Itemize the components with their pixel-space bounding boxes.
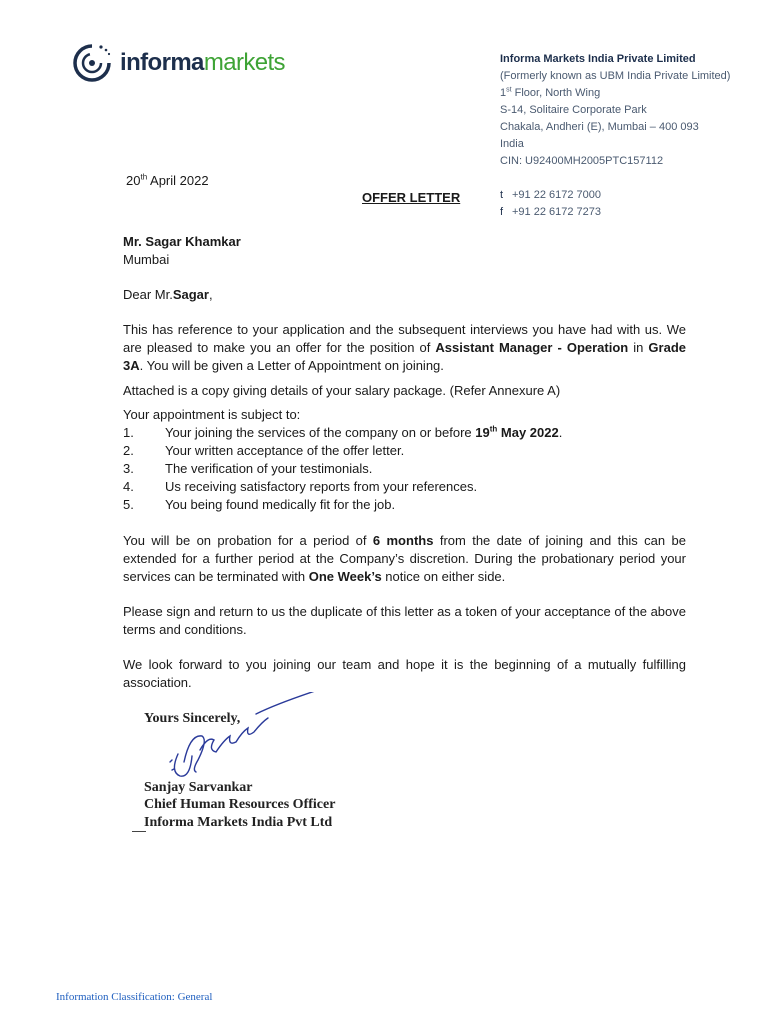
- paragraph-probation: You will be on probation for a period of 6 months from the date of joining and this can be extended for a further period at the Company’s discretion. During the probationary period your services can be terminated with One Week’s notice on either side.: [123, 533, 686, 584]
- handwritten-signature: [160, 692, 330, 792]
- list-item: 4. Us receiving satisfactory reports from your references.: [123, 479, 478, 494]
- company-address: [500, 51, 730, 170]
- recipient-name: Mr. Sagar Khamkar: [123, 234, 241, 249]
- address-street: S-14, Solitaire Corporate Park: [500, 104, 647, 116]
- signatory-organization: Informa Markets India Pvt Ltd: [144, 815, 333, 830]
- paragraph-salary: Attached is a copy giving details of your salary package. (Refer Annexure A): [123, 383, 561, 398]
- company-cin: CIN: U92400MH2005PTC157112: [500, 155, 664, 167]
- fax: f +91 22 6172 7273: [500, 206, 602, 218]
- list-item: 1. Your joining the services of the company on or before 19th May 2022.: [123, 424, 563, 440]
- signature-rule: [132, 831, 146, 832]
- classification-footer: Information Classification: General: [56, 991, 213, 1003]
- paragraph-acceptance: Please sign and return to us the duplicate of this letter as a token of your acceptance of the above terms and conditions.: [123, 604, 686, 637]
- company-name: Informa Markets India Private Limited: [500, 53, 696, 65]
- formerly-known-as: (Formerly known as UBM India Private Limited): [500, 70, 731, 82]
- list-item: 5. You being found medically fit for the job.: [123, 497, 396, 512]
- salutation: Dear Mr.Sagar,: [123, 287, 213, 302]
- signatory-title: Chief Human Resources Officer: [144, 797, 336, 812]
- letter-date: 20th April 2022: [126, 172, 209, 188]
- contact-block: [500, 187, 601, 221]
- conditions-intro: Your appointment is subject to:: [123, 407, 301, 422]
- logo-wordmark: [120, 49, 285, 77]
- address-country: India: [500, 138, 524, 150]
- conditions-list: [123, 424, 562, 514]
- signatory-name: Sanjay Sarvankar: [144, 780, 253, 795]
- list-item: 3. The verification of your testimonials.: [123, 461, 373, 476]
- recipient-city: Mumbai: [123, 252, 170, 267]
- logo-markets-text: markets: [203, 49, 285, 76]
- address-floor: 1st Floor, North Wing: [500, 86, 601, 99]
- letter-title: OFFER LETTER: [362, 190, 461, 205]
- company-logo: [70, 40, 285, 86]
- address-city: Chakala, Andheri (E), Mumbai – 400 093: [500, 121, 699, 133]
- logo-informa-text: informa: [120, 49, 204, 76]
- telephone: t +91 22 6172 7000: [500, 189, 602, 201]
- closing-phrase: Yours Sincerely,: [144, 711, 241, 726]
- list-item: 2. Your written acceptance of the offer letter.: [123, 443, 405, 458]
- paragraph-offer: This has reference to your application and the subsequent interviews you have had with us. We are pleased to make you an offer for the position of Assistant Manager - Operation in Grade 3A. You will be given a Letter of Appointment on joining.: [123, 322, 686, 373]
- paragraph-closing: We look forward to you joining our team and hope it is the beginning of a mutually fulfilling association.: [123, 657, 686, 690]
- informa-logo-icon: [70, 41, 114, 85]
